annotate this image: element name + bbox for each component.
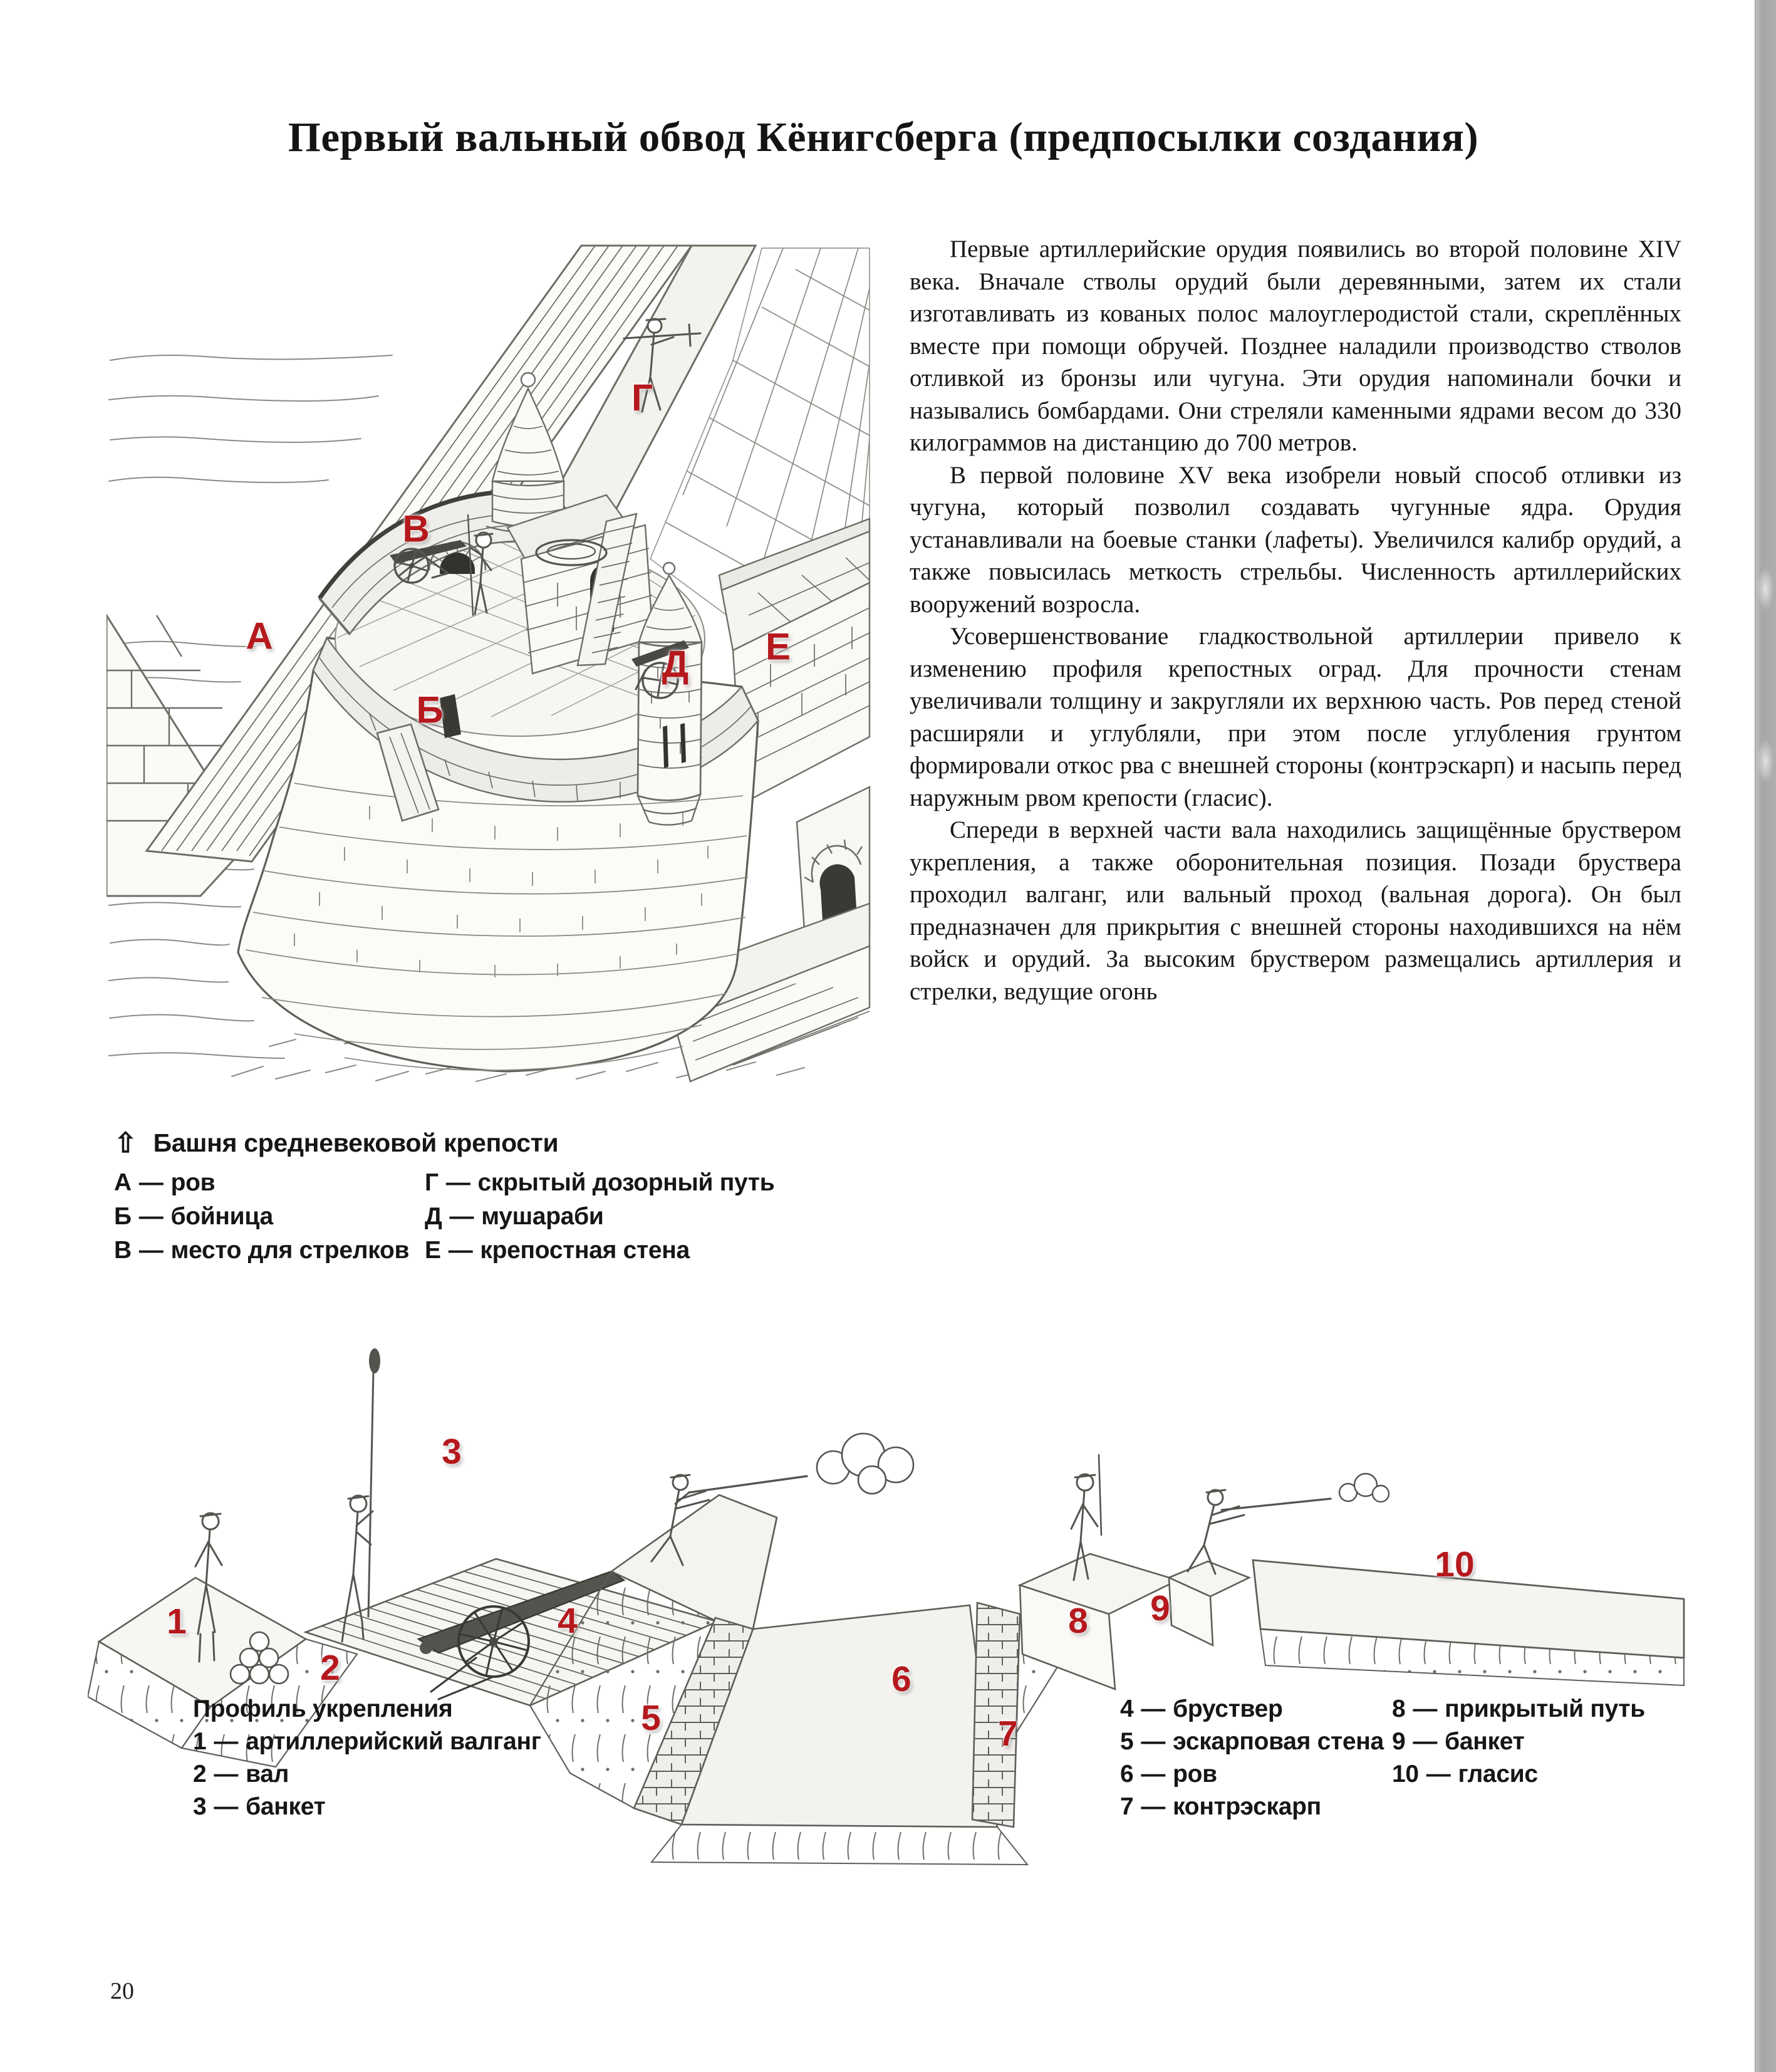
legend-item: 6 — ров [1120, 1761, 1217, 1788]
page-title: Первый вальный обвод Кёнигсберга (предпосылки создания) [288, 114, 1479, 160]
tower-caption [114, 1127, 866, 1158]
legend-item: Е — крепостная стена [425, 1237, 690, 1264]
profile-marker-3: 3 [442, 1432, 462, 1472]
tower-marker-v: В [402, 508, 430, 550]
profile-marker-2: 2 [320, 1648, 340, 1688]
profile-marker-1: 1 [167, 1601, 187, 1642]
tower-legend [114, 1163, 826, 1264]
page-edge-artifact [1757, 567, 1774, 611]
page-edge-shadow [1755, 0, 1776, 2072]
profile-marker-4: 4 [558, 1601, 578, 1641]
article-text [910, 233, 1681, 1007]
tower-marker-a: А [246, 615, 273, 657]
tower-illustration [106, 232, 871, 1103]
profile-marker-7: 7 [998, 1714, 1018, 1754]
profile-marker-10: 10 [1435, 1544, 1475, 1585]
legend-item: 10 — гласис [1392, 1761, 1538, 1788]
tower-caption-text: Башня средневековой крепости [153, 1128, 559, 1157]
profile-marker-8: 8 [1068, 1601, 1088, 1641]
profile-marker-9: 9 [1150, 1588, 1170, 1628]
tower-drawing [106, 232, 871, 1103]
legend-item: 8 — прикрытый путь [1392, 1695, 1645, 1722]
legend-item: 1 — артиллерийский валганг [193, 1728, 541, 1755]
legend-item: 5 — эскарповая стена [1120, 1728, 1384, 1755]
tower-marker-d: Д [662, 643, 689, 685]
legend-item: Д — мушараби [425, 1203, 604, 1230]
paragraph: Усовершенствование гладкоствольной артиллерии привело к изменению профиля крепостных оград. Для прочности стенам увеличивали толщину и закругляли их верхнюю часть. Ров перед стеной расширяли и углубляли, при этом после углубления грунтом формировали откос рва с внешней стороны (контрэскарп) и насыпь перед наружным рвом крепости (гласис). [910, 623, 1681, 811]
profile-legend-column-3 [1392, 1690, 1645, 1788]
profile-legend-column-2 [1120, 1690, 1384, 1821]
profile-legend-column-1 [193, 1690, 541, 1821]
profile-legend-title: Профиль укрепления [193, 1695, 453, 1722]
legend-item: 2 — вал [193, 1761, 289, 1788]
tower-marker-b: Б [416, 689, 444, 731]
legend-item: Б — бойница [114, 1203, 273, 1230]
paragraph: Первые артиллерийские орудия появились во второй половине XIV века. Вначале стволы орудий были деревянными, затем их стали изготавливать из кованых полос малоуглеродистой стали, скреплённых вместе при помощи обручей. Позднее наладили производство стволов отливкой из бронзы или чугуна. Эти орудия напоминали бочки и назывались бомбардами. Они стреляли каменными ядрами весом до 330 килограммов на дистанцию до 700 метров. [910, 236, 1681, 456]
page-number: 20 [110, 1978, 134, 2004]
tower-marker-g: Г [631, 377, 653, 419]
legend-item: 9 — банкет [1392, 1728, 1525, 1755]
paragraph: Спереди в верхней части вала находились защищённые бруствером укрепления, а также оборонительная позиция. Позади бруствера проходил валганг, или вальный проход (вальная дорога). Он был предназначен для прикрытия с внешней стороны находившихся на нём войск и орудий. За высоким бруствером размещались артиллерия и стрелки, ведущие огонь [910, 816, 1681, 1005]
up-arrow-icon: ⇧ [114, 1128, 137, 1158]
profile-marker-6: 6 [891, 1659, 911, 1699]
legend-item: Г — скрытый дозорный путь [425, 1169, 775, 1196]
profile-marker-5: 5 [641, 1698, 661, 1738]
tower-marker-e: Е [765, 625, 791, 668]
legend-item: 4 — бруствер [1120, 1695, 1283, 1722]
paragraph: В первой половине XV века изобрели новый способ отливки из чугуна, который позволил создавать чугунные ядра. Орудия устанавливали на боевые станки (лафеты). Увеличился калибр орудий, а также повысилась меткость стрельбы. Численность артиллерийских вооружений возросла. [910, 461, 1681, 618]
page-edge-artifact [1757, 739, 1774, 783]
legend-item: В — место для стрелков [114, 1237, 410, 1264]
legend-item: 3 — банкет [193, 1793, 326, 1820]
legend-item: А — ров [114, 1169, 216, 1196]
legend-item: 7 — контрэскарп [1120, 1793, 1321, 1820]
